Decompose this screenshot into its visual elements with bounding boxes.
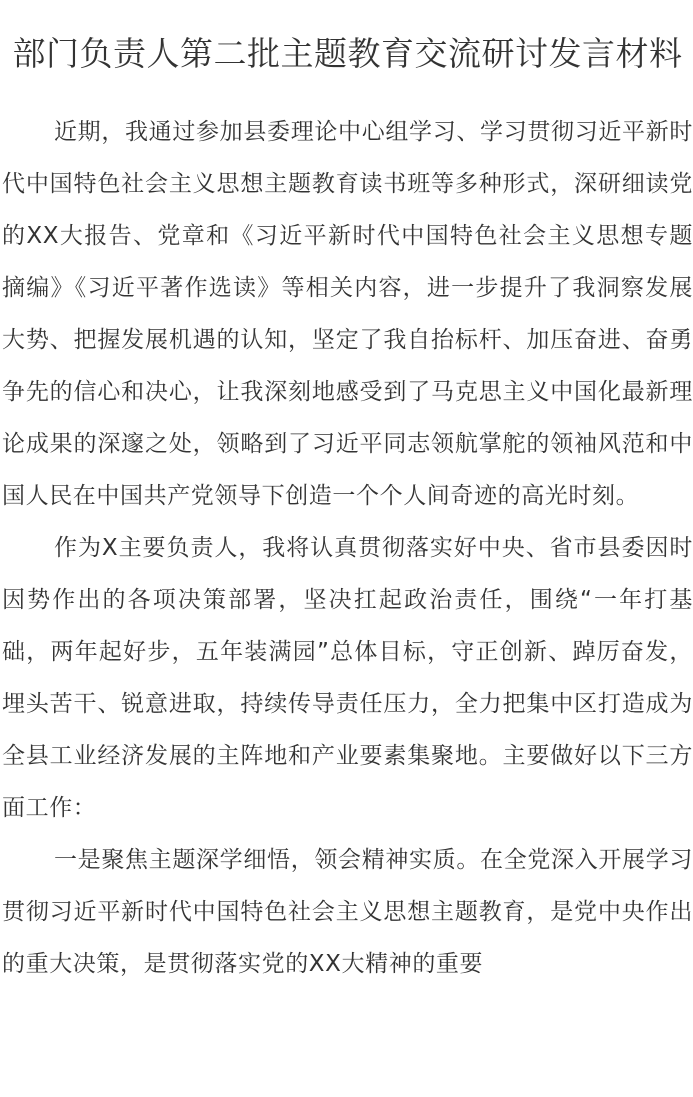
body-paragraph: 近期，我通过参加县委理论中心组学习、学习贯彻习近平新时代中国特色社会主义思想主题教育读书班等多种形式，深研细读党的XX大报告、党章和《习近平新时代中国特色社会主义思想专题摘编》《习近平著作选读》等相关内容，进一步提升了我洞察发展大势、把握发展机遇的认知，坚定了我自抬标杆、加压奋进、奋勇争先的信心和决心，让我深刻地感受到了马克思主义中国化最新理论成果的深邃之处，领略到了习近平同志领航掌舵的领袖风范和中国人民在中国共产党领导下创造一个个人间奇迹的高光时刻。 [2, 119, 693, 509]
body-paragraph: 作为X主要负责人，我将认真贯彻落实好中央、省市县委因时因势作出的各项决策部署，坚决扛起政治责任，围绕“一年打基础，两年起好步，五年装满园”总体目标，守正创新、踔厉奋发，埋头苦干、锐意进取，持续传导责任压力，全力把集中区打造成为全县工业经济发展的主阵地和产业要素集聚地。主要做好以下三方面工作： [2, 535, 693, 821]
document-body [2, 106, 693, 990]
document-title: 部门负责人第二批主题教育交流研讨发言材料 [12, 34, 683, 73]
body-paragraph: 一是聚焦主题深学细悟，领会精神实质。在全党深入开展学习贯彻习近平新时代中国特色社会主义思想主题教育，是党中央作出的重大决策，是贯彻落实党的XX大精神的重要 [2, 847, 693, 977]
